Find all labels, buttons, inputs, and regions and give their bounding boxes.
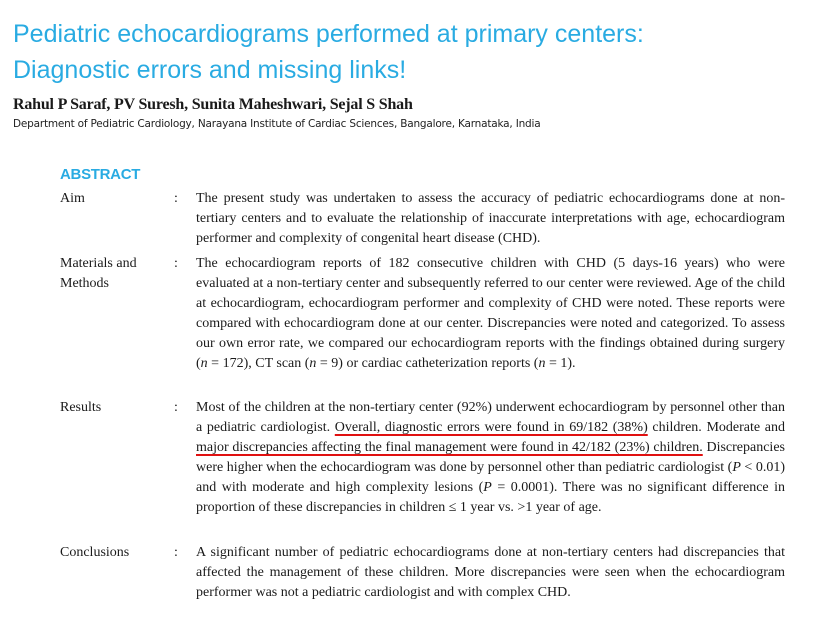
red-underline-annotation: major discrepancies affecting the final management were found in 42/182 (23%) children. — [196, 440, 703, 455]
abstract-section-results — [60, 398, 790, 540]
text-run: children. Moderate and — [647, 420, 785, 435]
section-text: A significant number of pediatric echocardiograms done at non-tertiary centers had discrepancies that affected the management of these children. More discrepancies were seen when the echocardiogram performer was not a pediatric cardiologist and with complex CHD. — [196, 545, 785, 600]
section-label: Conclusions — [60, 545, 130, 560]
abstract-section-aim — [60, 189, 790, 249]
author-list: Rahul P Saraf, PV Suresh, Sunita Maheshwari, Sejal S Shah — [13, 96, 413, 113]
abstract-section-methods — [60, 254, 790, 394]
section-label: Results — [60, 400, 102, 415]
text-run: = 0.0001). There was no significant difference in proportion of these discrepancies in children ≤ 1 year vs. >1 year of age. — [196, 480, 786, 515]
text-run: = 172), CT scan ( — [207, 356, 310, 371]
text-run: Most of the children at the non-tertiary center (92%) underwent echocardiogram by personnel other than a pediatric cardiologist. — [196, 400, 785, 435]
article-title-line-1: Pediatric echocardiograms performed at primary centers: — [13, 20, 644, 48]
section-colon: : — [174, 545, 178, 560]
text-run: = 1). — [545, 356, 576, 371]
text-run: < 0.01) and with moderate and high complexity lesions ( — [196, 460, 785, 495]
section-label: Materials and Methods — [60, 256, 137, 291]
section-text: The present study was undertaken to assess the accuracy of pediatric echocardiograms done at non-tertiary centers and to evaluate the relationship of inaccurate interpretations with age, echocardiogram performer and complexity of congenital heart disease (CHD). — [196, 191, 785, 246]
section-colon: : — [174, 191, 178, 206]
article-title-line-2: Diagnostic errors and missing links! — [13, 56, 407, 84]
text-run: The echocardiogram reports of 182 consecutive children with CHD (5 days-16 years) who were evaluated at a non-tertiary center and subsequently referred to our center were reviewed. Age of the child at echocardiogram, echocardiogram performer and complexity of CHD were noted. These reports were compared with echocardiogram done at our center. Discrepancies were noted and categorized. To assess our own error rate, we compared our echocardiogram reports with the findings obtained during surgery ( — [196, 256, 785, 371]
text-run: Discrepancies were higher when the echocardiogram was done by personnel other than pediatric cardiologist ( — [196, 440, 785, 475]
variable-n: n — [309, 356, 317, 371]
affiliation: Department of Pediatric Cardiology, Narayana Institute of Cardiac Sciences, Bangalore, Karnataka, India — [13, 118, 541, 130]
variable-p: P — [732, 460, 741, 475]
variable-n: n — [538, 356, 546, 371]
variable-p: P — [483, 480, 492, 495]
section-colon: : — [174, 400, 178, 415]
red-underline-annotation: Overall, diagnostic errors were found in 69/182 (38%) — [334, 420, 648, 435]
section-text — [196, 254, 785, 374]
text-run: = 9) or cardiac catheterization reports ( — [316, 356, 539, 371]
variable-n: n — [200, 356, 208, 371]
abstract-section-conclusions — [60, 543, 790, 627]
section-text — [196, 398, 785, 518]
section-label: Aim — [60, 191, 85, 206]
section-colon: : — [174, 256, 178, 271]
article-title — [13, 16, 833, 88]
abstract-heading: ABSTRACT — [60, 166, 141, 183]
